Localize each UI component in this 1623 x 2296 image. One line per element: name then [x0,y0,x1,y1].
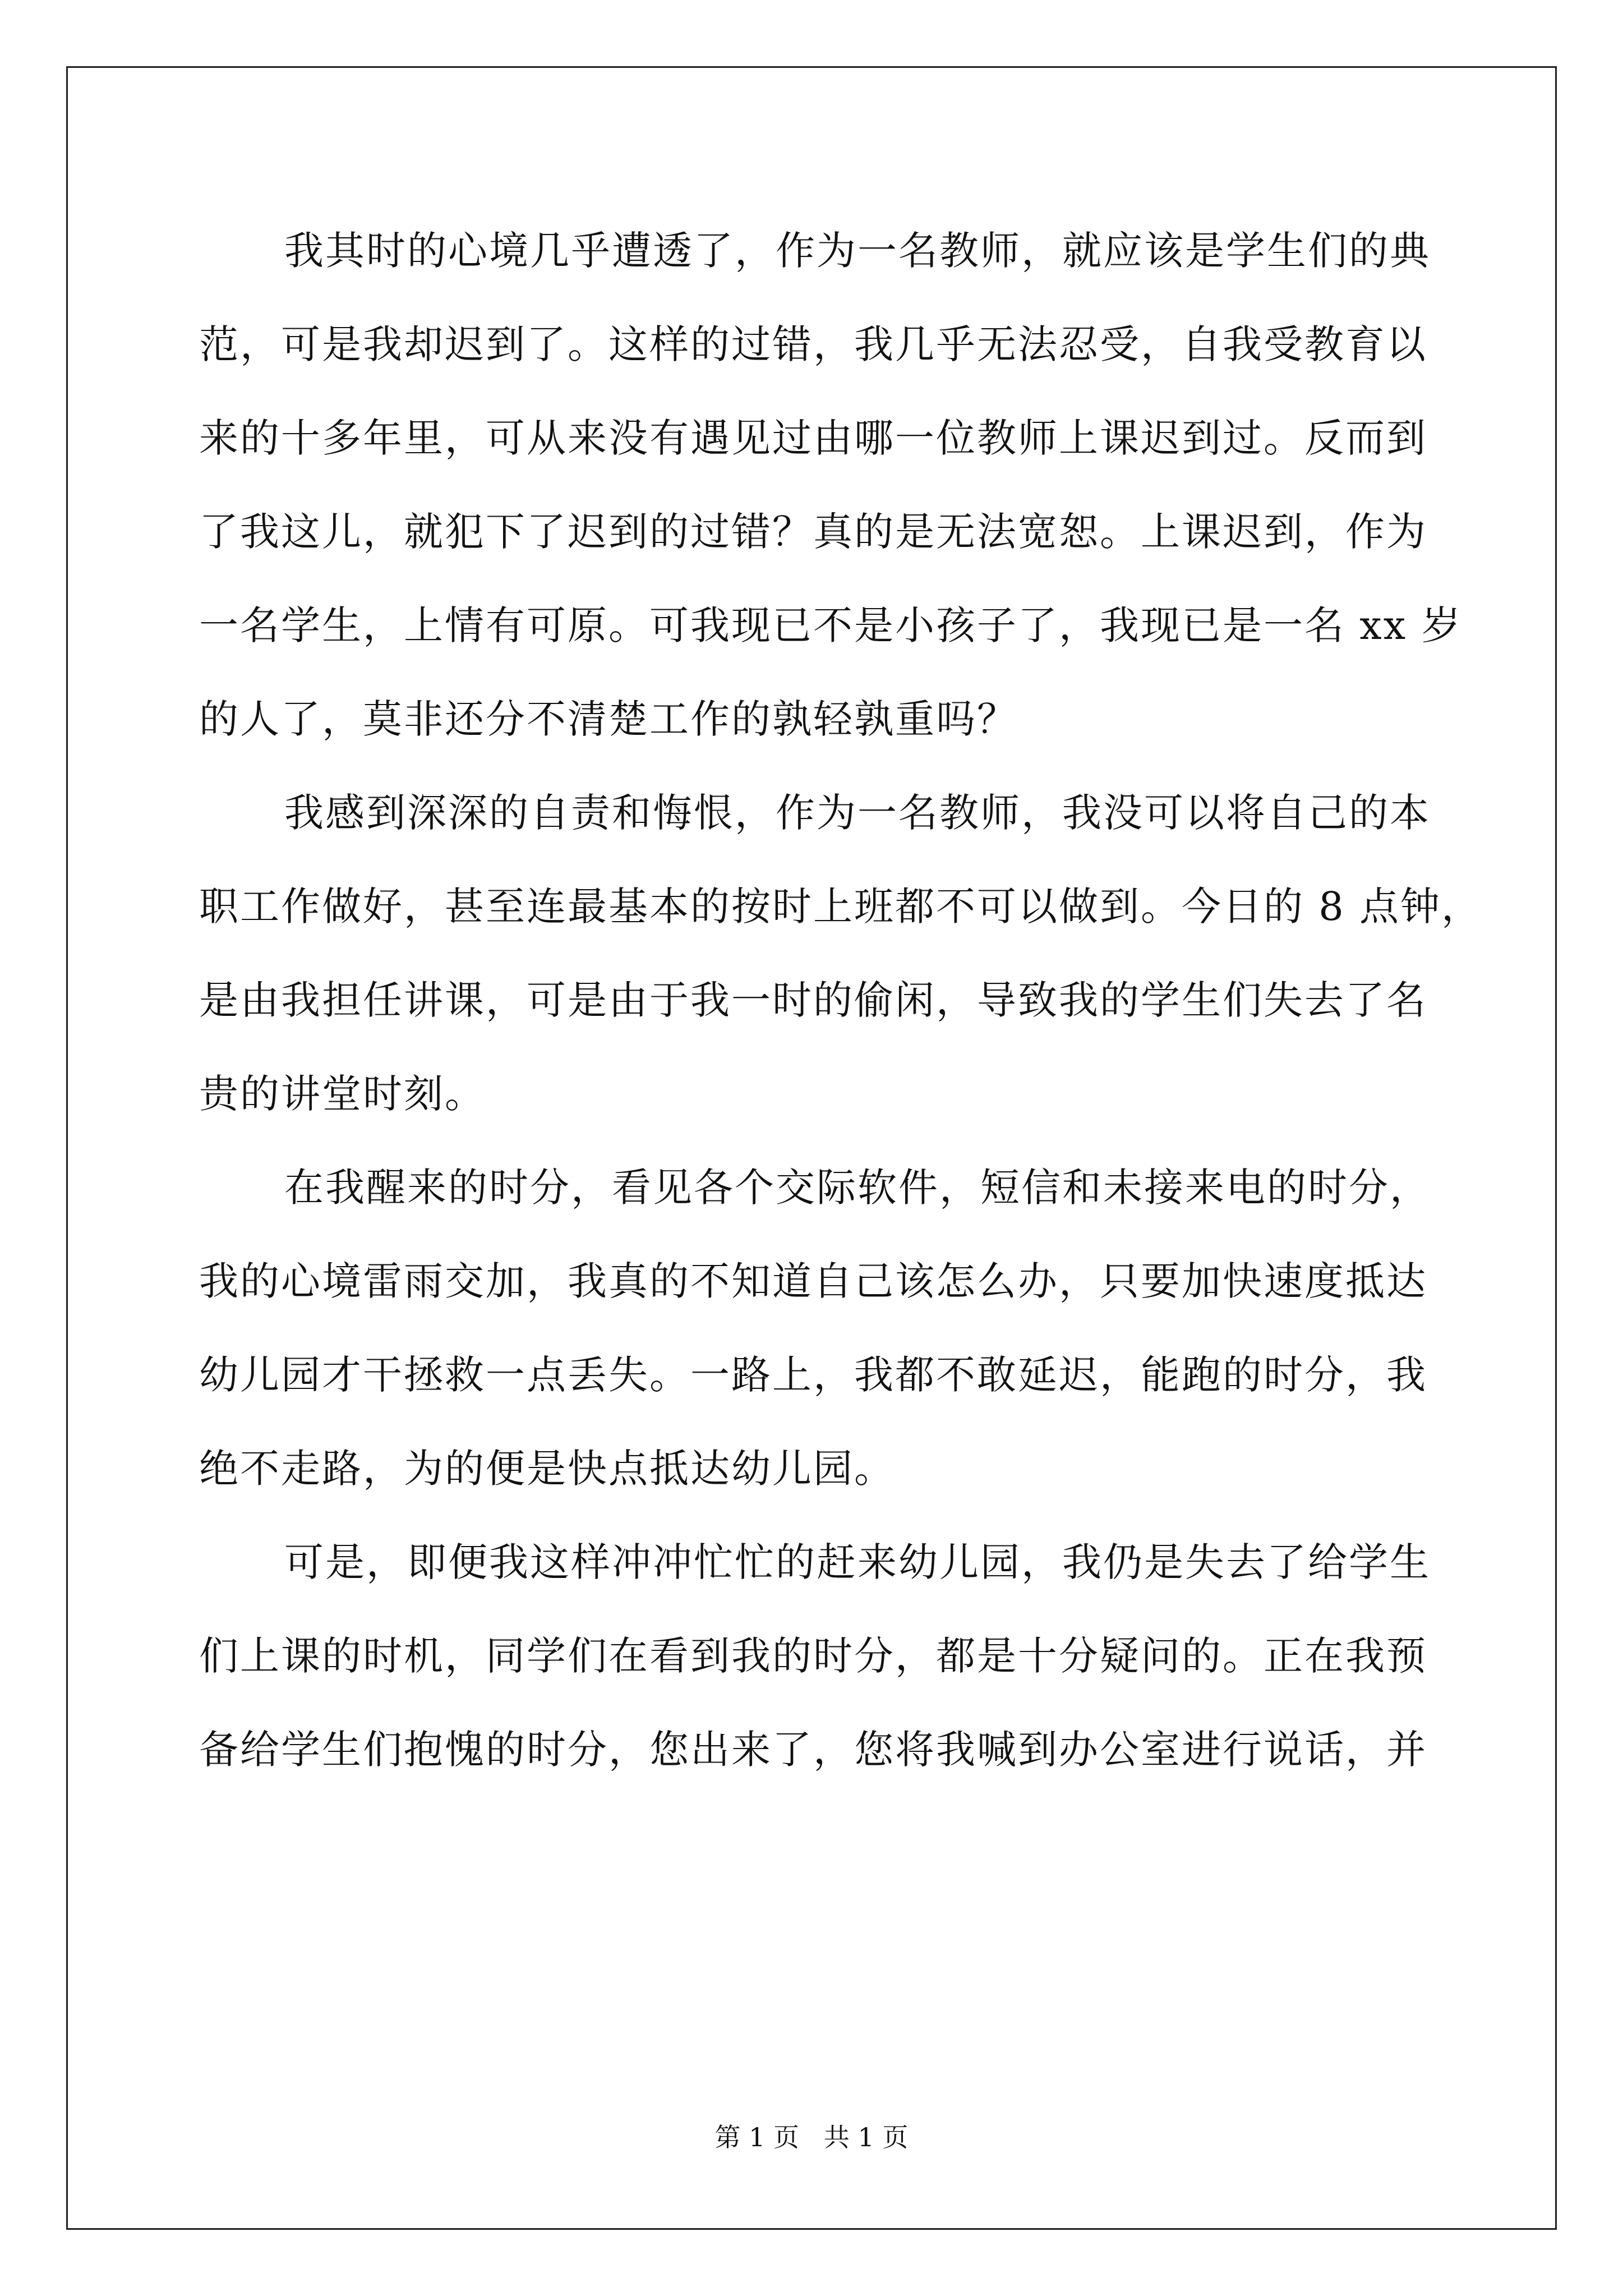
page-footer: 第 1 页 共 1 页 [714,2122,909,2152]
paragraph-3 [199,1150,1433,1525]
text-line: 幼儿园才干拯救一点丢失。一路上，我都不敢延迟，能跑的时分，我 [199,1352,1427,1398]
text-line: 我感到深深的自责和悔恨，作为一名教师，我没可以将自己的本 [284,790,1431,836]
text-line: 一名学生，上情有可原。可我现已不是小孩子了，我现已是一名 xx 岁 [199,602,1463,648]
paragraph-1 [199,213,1463,775]
text-line: 备给学生们抱愧的时分，您出来了，您将我喊到办公室进行说话，并 [199,1727,1427,1773]
text-line: 范，可是我却迟到了。这样的过错，我几乎无法忍受，自我受教育以 [199,321,1427,367]
document-body [199,213,1483,1806]
paragraph-2 [199,775,1483,1150]
text-line: 了我这儿，就犯下了迟到的过错？真的是无法宽恕。上课迟到，作为 [199,509,1427,555]
text-line: 贵的讲堂时刻。 [199,1071,486,1117]
text-line: 可是，即便我这样冲冲忙忙的赶来幼儿园，我仍是失去了给学生 [284,1539,1431,1585]
text-line: 是由我担任讲课，可是由于我一时的偷闲，导致我的学生们失去了名 [199,977,1427,1023]
text-line: 的人了，莫非还分不清楚工作的孰轻孰重吗？ [199,696,1018,742]
text-line: 绝不走路，为的便是快点抵达幼儿园。 [199,1446,895,1492]
text-line: 职工作做好，甚至连最基本的按时上班都不可以做到。今日的 8 点钟， [199,884,1483,930]
paragraph-4 [199,1525,1433,1806]
text-line: 来的十多年里，可从来没有遇见过由哪一位教师上课迟到过。反而到 [199,415,1427,461]
text-line: 我其时的心境几乎遭透了，作为一名教师，就应该是学生们的典 [284,228,1431,274]
text-line: 在我醒来的时分，看见各个交际软件，短信和未接来电的时分， [284,1165,1431,1211]
text-line: 们上课的时机，同学们在看到我的时分，都是十分疑问的。正在我预 [199,1633,1427,1679]
text-line: 我的心境雷雨交加，我真的不知道自己该怎么办，只要加快速度抵达 [199,1258,1427,1304]
